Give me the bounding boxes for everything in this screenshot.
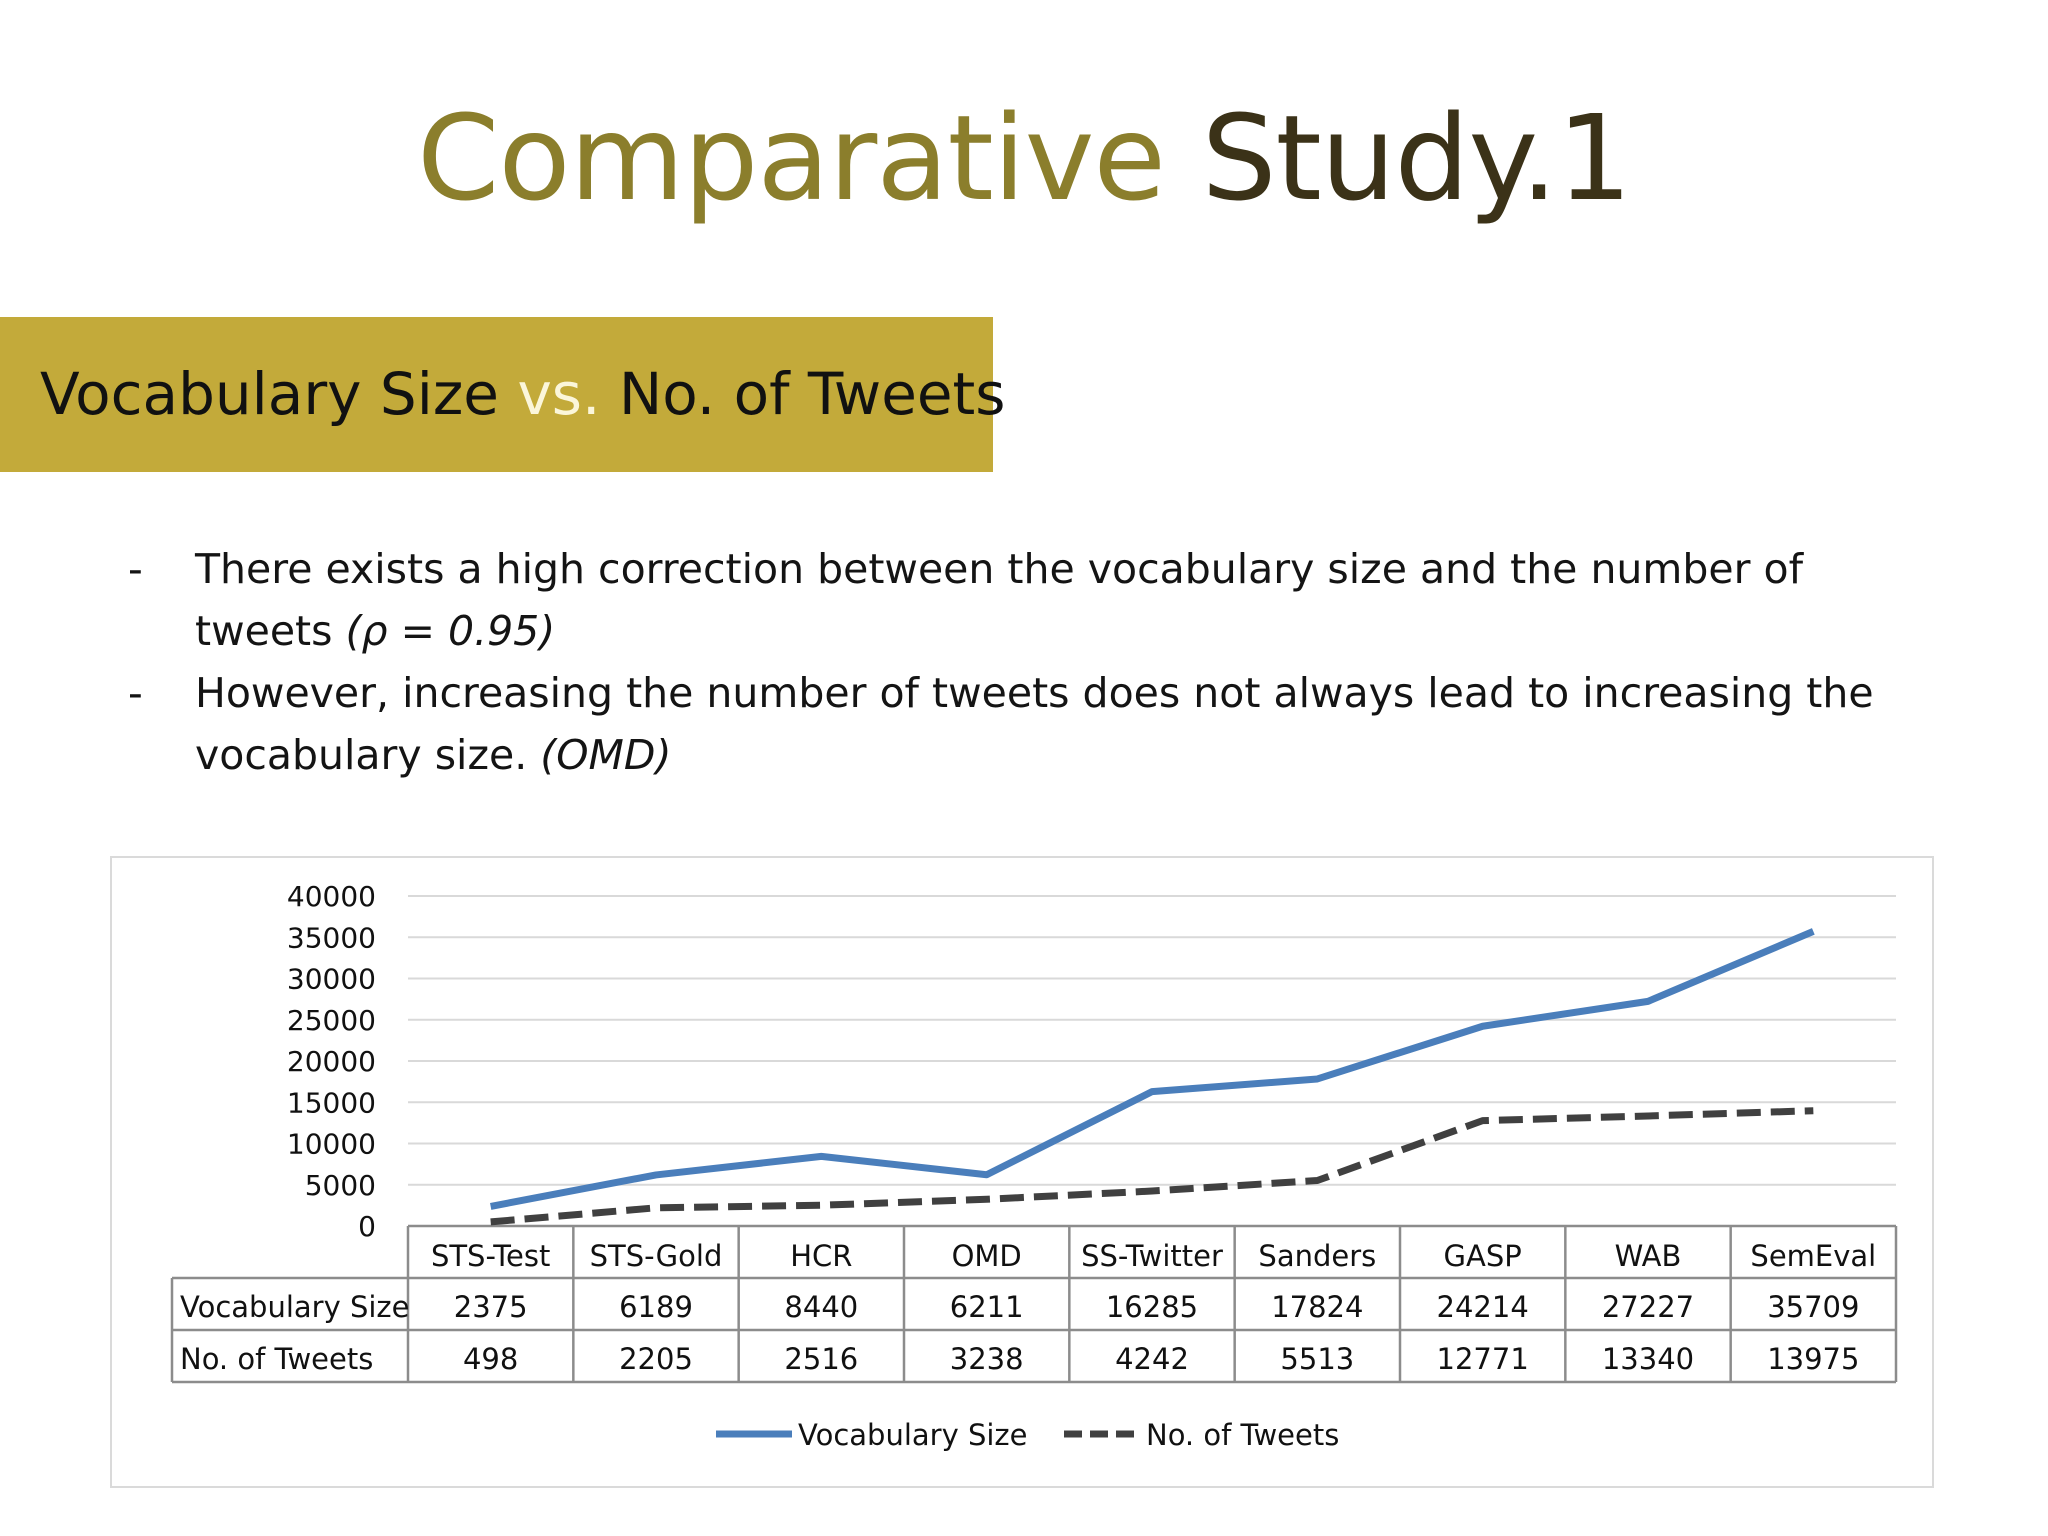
table-cell-value: 5513 — [1280, 1342, 1355, 1376]
y-tick-label: 5000 — [304, 1168, 376, 1202]
table-cell-value: 4242 — [1115, 1342, 1189, 1376]
legend-label: Vocabulary Size — [798, 1418, 1028, 1452]
table-cell-value: 8440 — [784, 1290, 859, 1324]
x-category-label: STS-Gold — [589, 1239, 723, 1273]
table-cell-value: 12771 — [1436, 1342, 1529, 1376]
table-row-label: No. of Tweets — [180, 1342, 374, 1376]
table-cell-value: 6189 — [619, 1290, 693, 1324]
y-tick-label: 30000 — [286, 962, 376, 996]
x-category-label: Sanders — [1258, 1239, 1377, 1273]
bullet-text: However, increasing the number of tweets does not always lead to increasing the vocabulary size. — [195, 669, 1874, 779]
x-category-label: GASP — [1443, 1239, 1522, 1273]
vocabulary-series-line — [491, 931, 1814, 1206]
table-cell-value: 17824 — [1271, 1290, 1364, 1324]
y-tick-label: 35000 — [286, 921, 376, 955]
slide-title — [0, 88, 2048, 228]
table-cell-value: 35709 — [1767, 1290, 1860, 1324]
table-cell-value: 2516 — [784, 1342, 859, 1376]
table-cell-value: 27227 — [1601, 1290, 1695, 1324]
banner-text-tweets: No. of Tweets — [618, 360, 1006, 428]
table-cell-value: 13975 — [1767, 1342, 1860, 1376]
banner-text-vocabulary: Vocabulary Size — [40, 360, 499, 428]
x-category-label: SS-Twitter — [1081, 1239, 1223, 1273]
y-tick-label: 20000 — [286, 1045, 376, 1078]
slide-title-part-2: Study.1 — [1201, 89, 1632, 227]
tweets-series-line — [491, 1111, 1814, 1222]
banner-heading — [40, 357, 1006, 431]
table-cell-value: 16285 — [1105, 1290, 1199, 1324]
table-cell-value: 6211 — [949, 1290, 1024, 1324]
table-cell-value: 498 — [462, 1342, 519, 1376]
bullet-item — [128, 662, 1908, 786]
x-category-label: WAB — [1614, 1239, 1682, 1273]
table-cell-value: 2375 — [453, 1290, 528, 1324]
bullet-text: There exists a high correction between the vocabulary size and the number of tweets — [195, 545, 1804, 655]
chart-container — [110, 856, 1934, 1488]
y-tick-label: 0 — [358, 1210, 376, 1243]
x-category-label: OMD — [951, 1239, 1022, 1273]
y-tick-label: 25000 — [286, 1003, 376, 1037]
x-category-label: HCR — [790, 1239, 853, 1273]
bullet-emphasis: (OMD) — [540, 731, 672, 779]
bullet-emphasis: (ρ = 0.95) — [345, 607, 556, 655]
banner-text-vs: vs. — [517, 360, 601, 428]
y-tick-label: 10000 — [286, 1127, 376, 1161]
line-chart — [112, 858, 1932, 1486]
table-cell-value: 24214 — [1436, 1290, 1529, 1324]
y-tick-label: 15000 — [286, 1086, 376, 1120]
table-row-label: Vocabulary Size — [180, 1290, 410, 1324]
bullet-dash: - — [128, 545, 143, 593]
table-cell-value: 3238 — [949, 1342, 1024, 1376]
bullet-list — [128, 538, 1908, 786]
y-tick-label: 40000 — [286, 880, 376, 913]
legend-label: No. of Tweets — [1146, 1418, 1340, 1452]
bullet-dash: - — [128, 669, 143, 717]
bullet-item — [128, 538, 1908, 662]
x-category-label: SemEval — [1750, 1239, 1877, 1273]
table-cell-value: 13340 — [1601, 1342, 1695, 1376]
slide-title-part-1: Comparative — [416, 89, 1166, 227]
table-cell-value: 2205 — [619, 1342, 693, 1376]
x-category-label: STS-Test — [430, 1239, 551, 1273]
section-banner — [0, 317, 1006, 472]
